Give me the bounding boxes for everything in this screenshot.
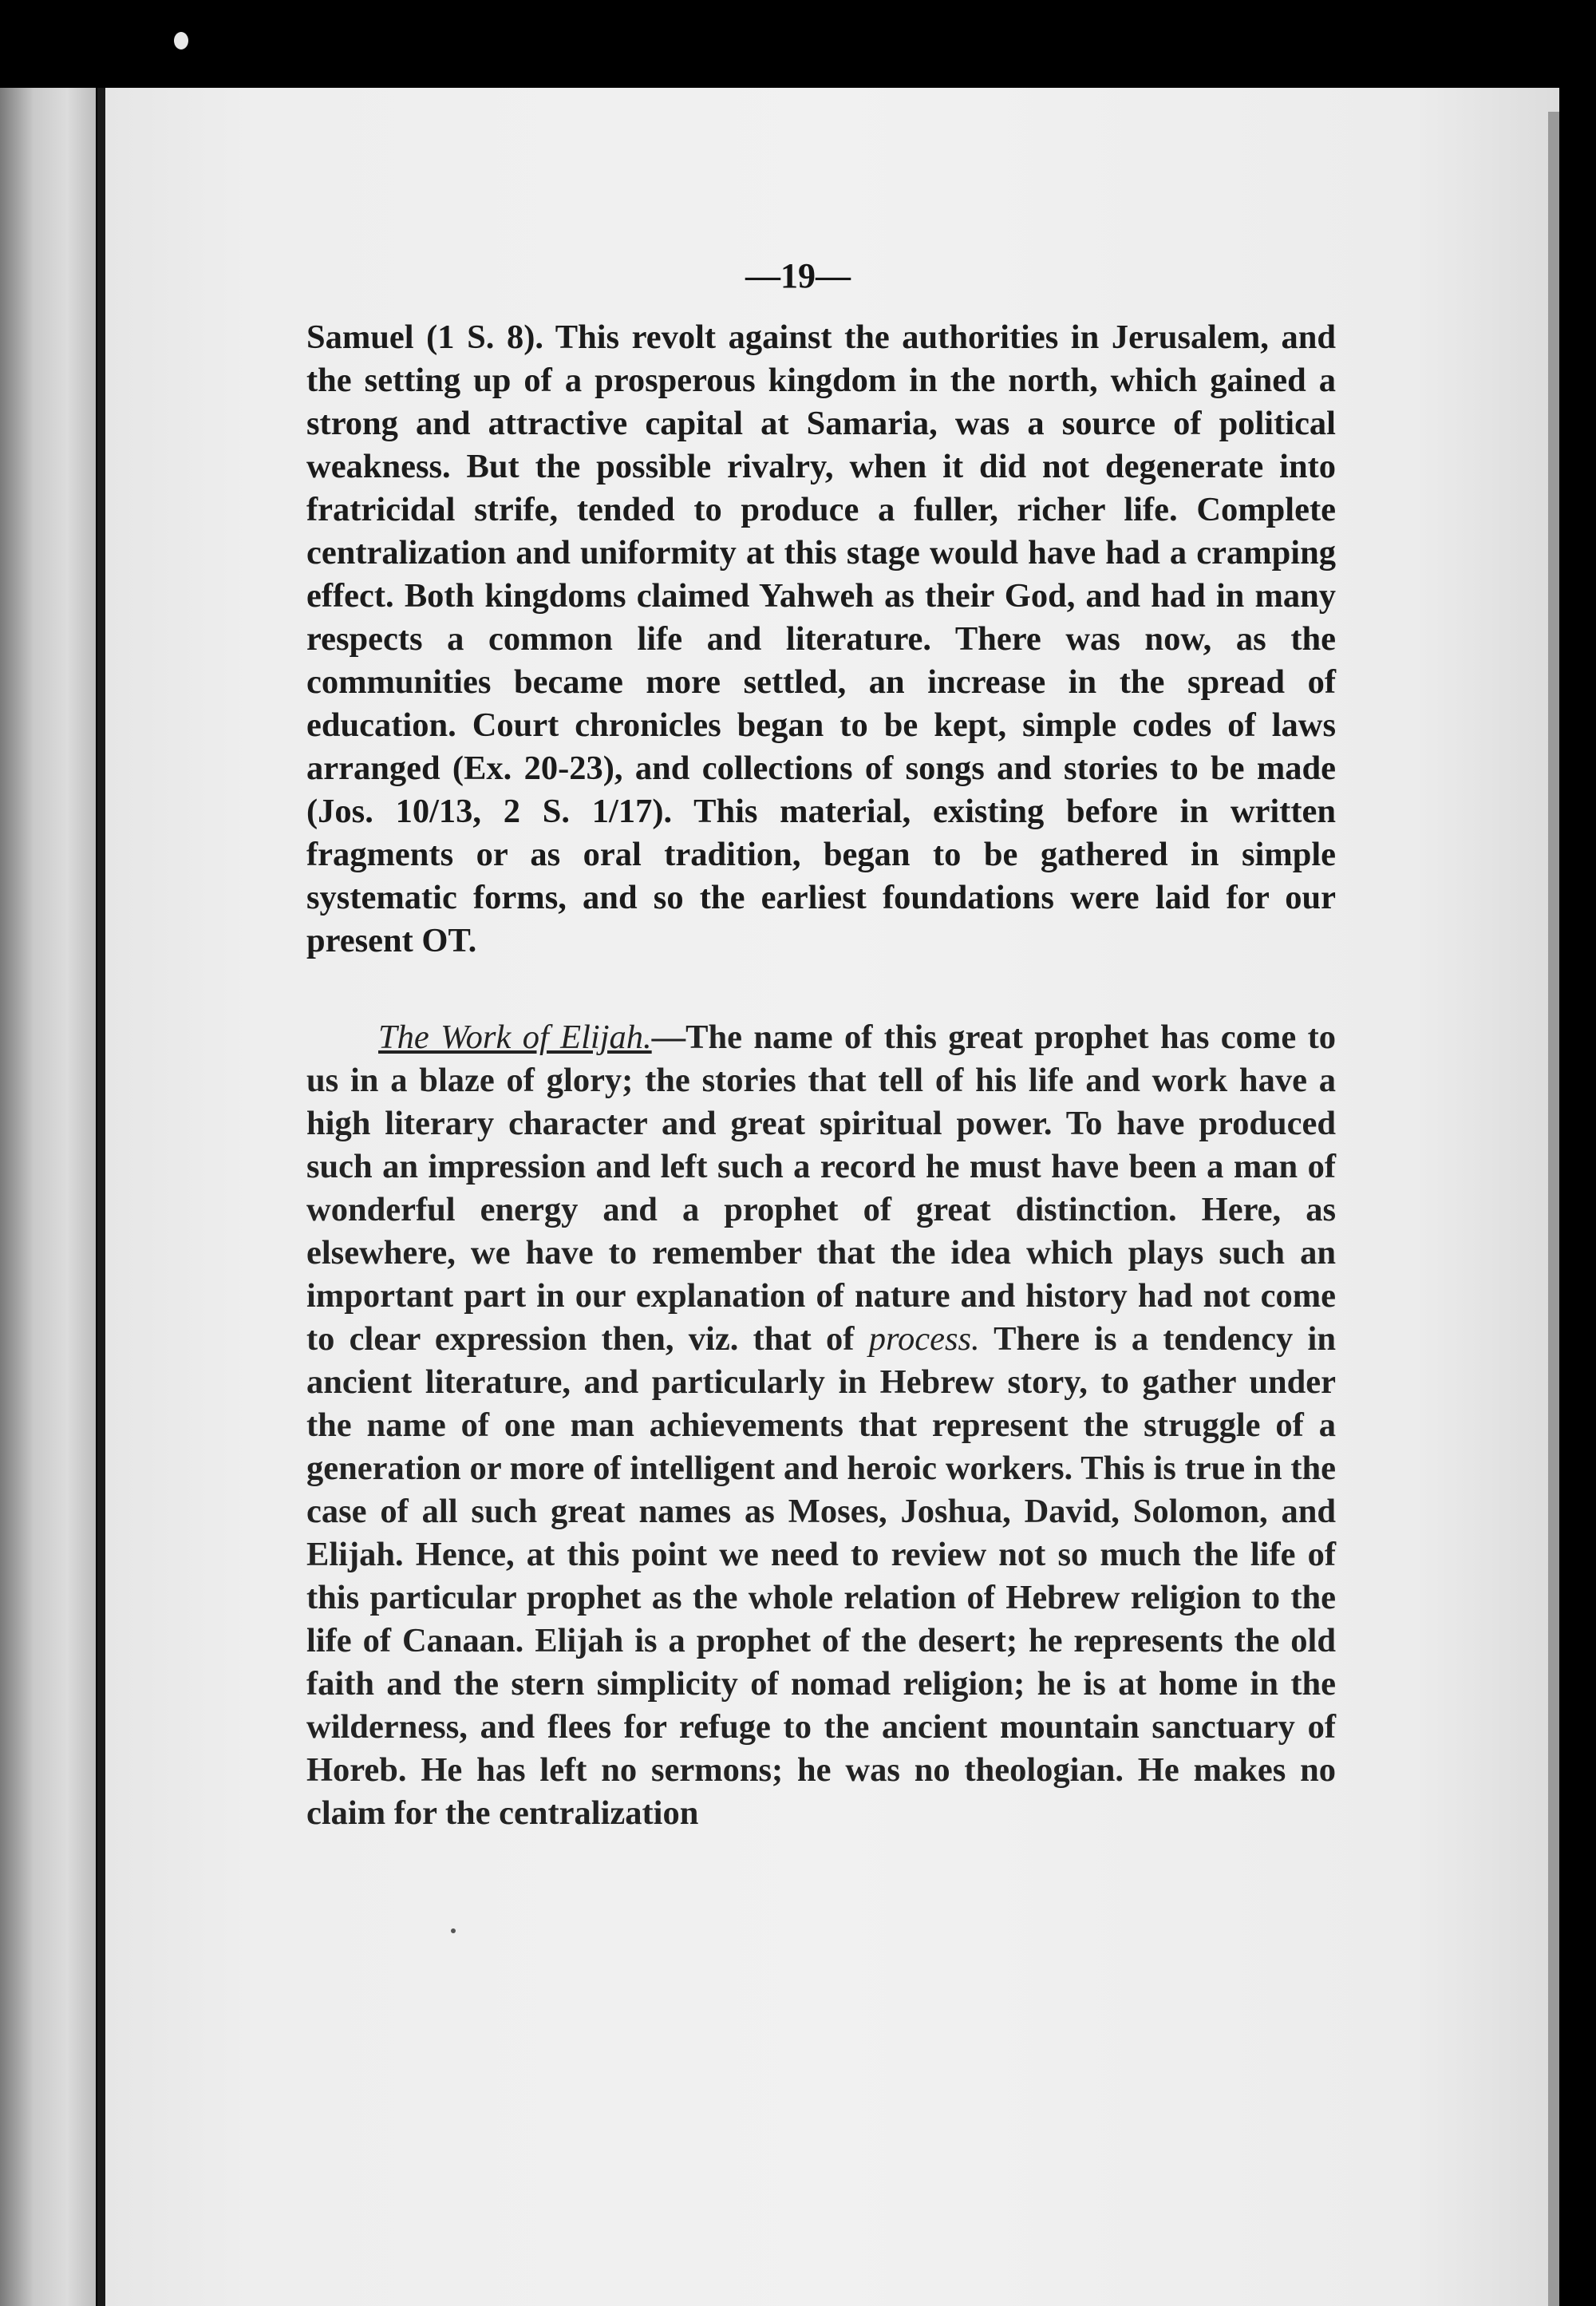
scan-artifact-mark	[174, 32, 188, 49]
paragraph-2-text-part-2: There is a tendency in ancient literature, and particularly in Hebrew story, to gather under the name of one man achievements that represent the struggle of a generation or more of intelligent and heroic workers. This is true in the case of all such great names as Moses, Joshua, David, Solomon, and Elijah. Hence, at this point we need to review not so much the life of this particular prophet as the whole relation of Hebrew religion to the life of Canaan. Elijah is a prophet of the desert; he represents the old faith and the stern simplicity of nomad religion; he is at home in the wilderness, and flees for refuge to the ancient mountain sanctuary of Horeb. He has left no sermons; he was no theologian. He makes no claim for the centralization	[306, 1320, 1337, 1832]
paragraph-2	[306, 1016, 1336, 1835]
page-gutter	[97, 88, 105, 2306]
ink-dot	[451, 1928, 456, 1933]
previous-page-edge	[0, 88, 96, 2306]
page-number: —19—	[745, 256, 851, 295]
paragraph-continued	[306, 316, 1336, 963]
italic-term: process.	[868, 1320, 980, 1358]
paragraph-2-text-part-1: —The name of this great prophet has come to us in a blaze of glory; the stories that tell of his life and work have a high literary character and great spiritual power. To have produced such an impression and left such a record he must have been a man of wonderful energy and a prophet of great distinction. Here, as elsewhere, we have to remember that the idea which plays such an important part in our explanation of nature and history had not come to clear expression then, viz. that of	[306, 1019, 1336, 1358]
page-right-edge	[1548, 112, 1559, 2306]
paragraph-1-text: Samuel (1 S. 8). This revolt against the authorities in Jerusalem, and the setting up of a prosperous kingdom in the north, which gained a strong and attractive capital at Samaria, was a source of political weakness. But the possible rivalry, when it did not degenerate into fratricidal strife, tended to produce a fuller, richer life. Complete centralization and uniformity at this stage would have had a cramping effect. Both kingdoms claimed Yahweh as their God, and had in many respects a common life and literature. There was now, as the communities became more settled, an increase in the spread of education. Court chronicles began to be kept, simple codes of laws arranged (Ex. 20-23), and collections of songs and stories to be made (Jos. 10/13, 2 S. 1/17). This material, existing before in written fragments or as oral tradition, began to be gathered in simple systematic forms, and so the earliest foundations were laid for our present OT.	[306, 318, 1336, 959]
paragraph-elijah	[306, 1016, 1336, 1835]
section-heading: The Work of Elijah.	[378, 1019, 652, 1056]
